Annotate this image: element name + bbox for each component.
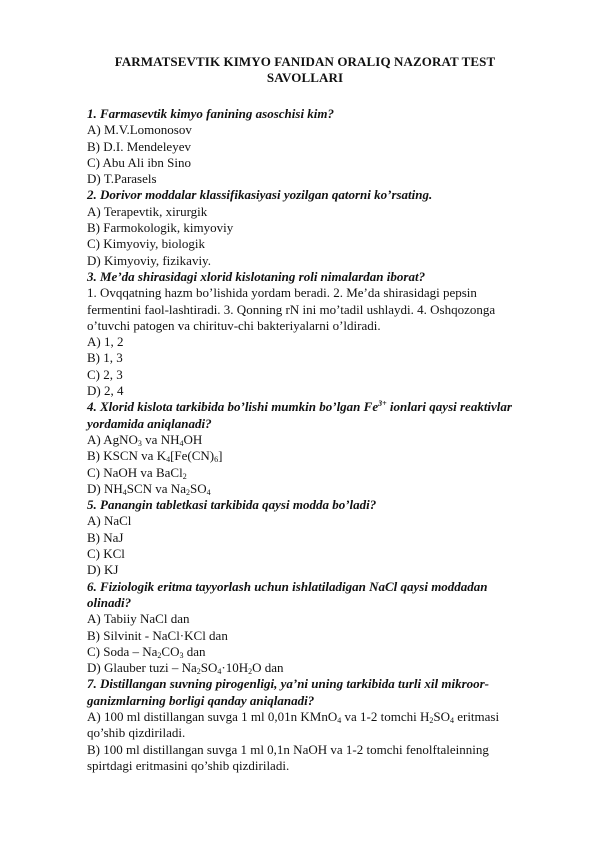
q4a-part: A) AgNO xyxy=(87,431,138,447)
q7a-sub: 4 xyxy=(337,715,342,725)
q4-option-d xyxy=(87,481,527,497)
q4a-sub: 4 xyxy=(179,438,184,448)
q4d-part: D) NH xyxy=(87,480,123,496)
q6d-part: SO xyxy=(200,660,218,676)
q4c-part: C) NaOH va BaCl xyxy=(87,464,183,480)
q2-option-c: C) Kimyoviy, biologik xyxy=(87,236,205,252)
document-title xyxy=(95,54,515,86)
q4a-sub: 3 xyxy=(137,438,142,448)
q5-option-c: C) KCl xyxy=(87,546,125,562)
q4-option-b xyxy=(87,448,527,464)
q4d-sub: 4 xyxy=(122,487,127,497)
q7a-part: va 1-2 tomchi H xyxy=(341,708,430,724)
q7a-part: A) 100 ml distillangan suvga 1 ml 0,01n KMnO xyxy=(87,708,338,724)
q6d-sub: 2 xyxy=(248,667,253,677)
q4b-sub: 6 xyxy=(214,455,219,465)
q6-option-b: B) Silvinit - NaCl·KCl dan xyxy=(87,627,228,643)
q4-option-a xyxy=(87,432,527,448)
q6d-sub: 2 xyxy=(196,667,201,677)
q4b-part: ] xyxy=(218,448,223,464)
q4a-part: va NH xyxy=(141,431,180,447)
q4c-sub: 2 xyxy=(182,471,187,481)
q6-option-c xyxy=(87,644,527,660)
q3-statement: 1. Ovqqatning hazm bo’lishida yordam beradi. 2. Me’da shirasidagi pepsin fermentini faol-lashtiradi. 3. Qonning rN ini mo’tadil ushlaydi. 4. Oshqozonga o’tuvchi patogen va chirituv-chi bakteriyalarni o’ldiradi. xyxy=(87,285,496,333)
q5-option-a: A) NaCl xyxy=(87,513,132,529)
q6c-part: CO xyxy=(161,643,180,659)
q6c-part: C) Soda – Na xyxy=(87,643,158,659)
q4d-sub: 2 xyxy=(185,487,190,497)
question-1: 1. Farmasevtik kimyo fanining asoschisi kim? xyxy=(87,106,335,121)
question-5: 5. Panangin tabletkasi tarkibida qaysi modda bo’ladi? xyxy=(87,497,377,513)
q6c-part: dan xyxy=(183,643,206,659)
q4-superscript: 3+ xyxy=(378,399,387,409)
q1-option-c: C) Abu Ali ibn Sino xyxy=(87,154,192,170)
q1-option-d: D) T.Parasels xyxy=(87,171,157,187)
q7a-part: eritmasi qo’shib qizdiriladi. xyxy=(87,708,500,741)
q6-option-a: A) Tabiiy NaCl dan xyxy=(87,611,190,627)
q4b-sub: 4 xyxy=(166,455,171,465)
q7a-sub: 2 xyxy=(429,715,434,725)
q7-option-b: B) 100 ml distillangan suvga 1 ml 0,1n NaOH va 1-2 tomchi fenolftaleinning spirtdagi eritmasini qo’shib qizdiriladi. xyxy=(87,741,489,773)
q4b-part: B) KSCN va K xyxy=(87,448,167,464)
q3-option-a: A) 1, 2 xyxy=(87,334,124,350)
q4d-part: SCN va Na xyxy=(126,480,186,496)
title-line-2: SAVOLLARI xyxy=(266,70,344,85)
q1-option-a: A) M.V.Lomonosov xyxy=(87,122,192,138)
q4-option-c xyxy=(87,465,527,481)
q6c-sub: 2 xyxy=(157,650,162,660)
q7a-sub: 4 xyxy=(449,715,454,725)
q2-option-d: D) Kimyoviy, fizikaviy. xyxy=(87,252,211,268)
question-3: 3. Me’da shirasidagi xlorid kislotaning roli nimalardan iborat? xyxy=(87,268,426,284)
q7-option-a xyxy=(87,709,527,742)
question-2: 2. Dorivor moddalar klassifikasiyasi yozilgan qatorni ko’rsating. xyxy=(87,187,433,203)
q3-option-d: D) 2, 4 xyxy=(87,383,124,399)
q6d-part: D) Glauber tuzi – Na xyxy=(87,660,197,676)
q4-text-2: ionlari qaysi reaktivlar yordamida aniqlanadi? xyxy=(87,399,512,431)
q2-option-a: A) Terapevtik, xirurgik xyxy=(87,203,208,219)
q6d-part: ·10H xyxy=(221,660,249,676)
q6d-part: O dan xyxy=(252,660,284,676)
q4d-part: SO xyxy=(189,480,207,496)
q4b-part: [Fe(CN) xyxy=(170,448,215,464)
q4d-sub: 4 xyxy=(206,487,211,497)
q4-text-1: 4. Xlorid kislota tarkibida bo’lishi mumkin bo’lgan Fe xyxy=(87,399,379,415)
question-4 xyxy=(87,399,527,432)
title-line-1: FARMATSEVTIK KIMYO FANIDAN ORALIQ NAZORAT TEST xyxy=(114,54,496,69)
q3-option-c: C) 2, 3 xyxy=(87,366,123,382)
questions-body xyxy=(87,106,527,774)
q6c-sub: 3 xyxy=(179,650,184,660)
q7a-part: SO xyxy=(433,708,450,724)
q6d-sub: 4 xyxy=(217,667,222,677)
q5-option-d: D) KJ xyxy=(87,562,119,578)
q5-option-b: B) NaJ xyxy=(87,529,124,545)
q4a-part: OH xyxy=(183,431,203,447)
q1-option-b: B) D.I. Mendeleyev xyxy=(87,138,191,154)
q3-option-b: B) 1, 3 xyxy=(87,350,123,366)
question-6: 6. Fiziologik eritma tayyorlash uchun ishlatiladigan NaCl qaysi moddadan olinadi? xyxy=(87,578,488,610)
q6-option-d xyxy=(87,660,527,676)
question-7: 7. Distillangan suvning pirogenligi, ya’ni uning tarkibida turli xil mikroor-ganizmlarning borligi qanday aniqlanadi? xyxy=(87,676,490,708)
q2-option-b: B) Farmokologik, kimyoviy xyxy=(87,220,234,236)
